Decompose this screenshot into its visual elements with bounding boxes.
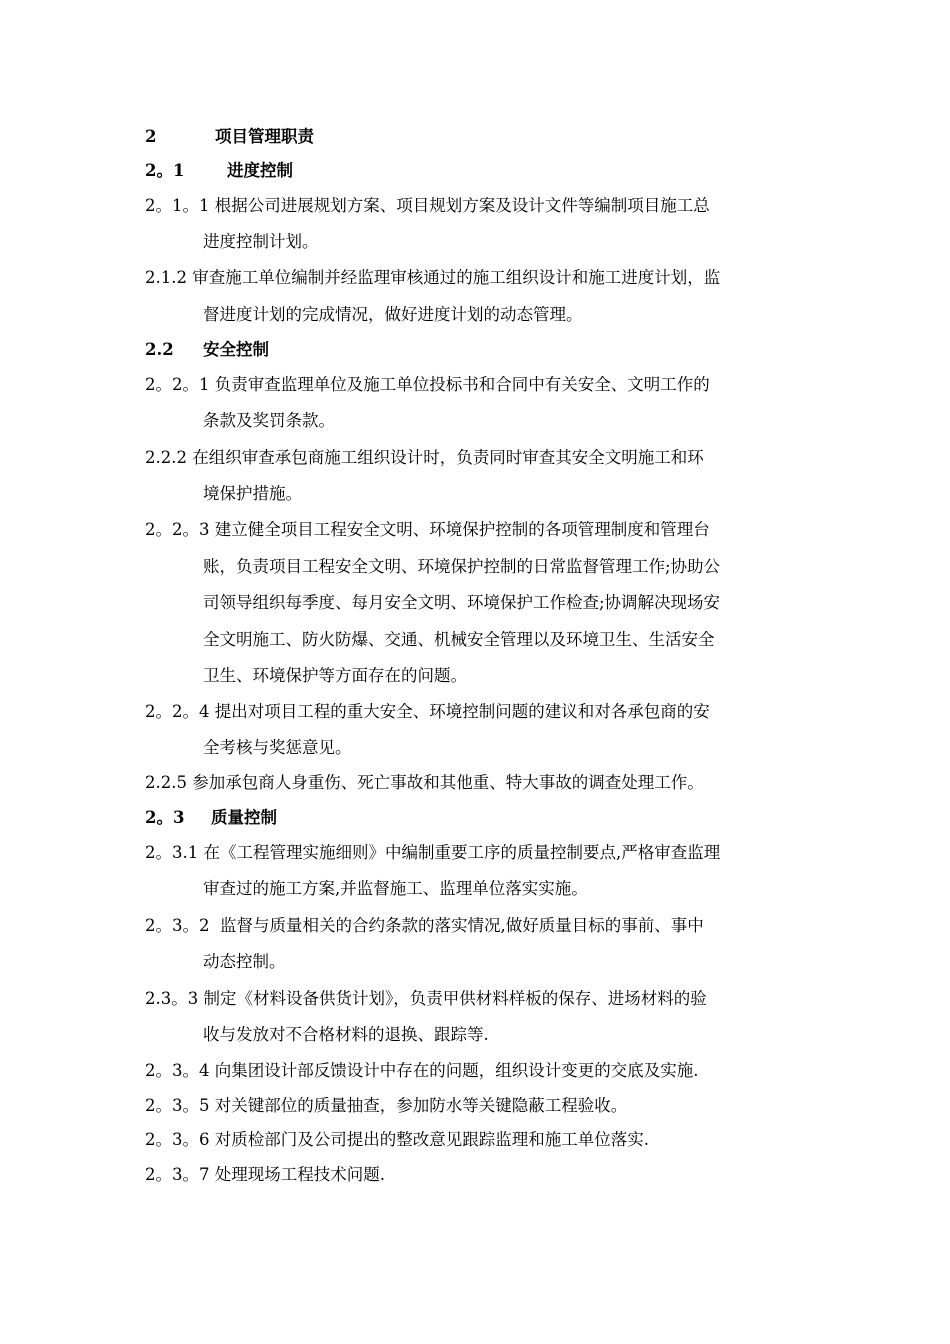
subsection-title: 质量控制 <box>211 808 277 827</box>
subsection-title: 安全控制 <box>203 340 269 359</box>
section-title: 项目管理职责 <box>215 127 314 146</box>
item-number: 2。2。1 <box>145 375 210 394</box>
list-item <box>145 1095 627 1117</box>
subsection-heading-safety <box>145 339 269 361</box>
list-item <box>145 195 710 217</box>
item-number: 2.2.5 <box>145 773 187 792</box>
list-item <box>145 519 710 541</box>
item-text: 对关键部位的质量抽查，参加防水等关键隐蔽工程验收。 <box>214 1096 628 1115</box>
item-number: 2.2.2 <box>145 448 187 467</box>
item-text: 制定《材料设备供货计划》，负责甲供材料样板的保存、进场材料的验 <box>203 989 707 1008</box>
item-text: 在组织审查承包商施工组织设计时，负责同时审查其安全文明施工和环 <box>192 448 704 467</box>
item-text-continuation: 全考核与奖惩意见。 <box>203 738 352 757</box>
item-text: 建立健全项目工程安全文明、环境保护控制的各项管理制度和管理台 <box>214 520 710 539</box>
list-item <box>145 447 704 469</box>
list-item <box>145 842 720 864</box>
section-number: 2 <box>145 127 157 146</box>
subsection-title: 进度控制 <box>227 161 293 180</box>
section-heading <box>145 126 314 148</box>
subsection-number: 2。3 <box>145 808 185 827</box>
list-item <box>145 1129 649 1151</box>
item-text: 在《工程管理实施细则》中编制重要工序的质量控制要点,严格审查监理 <box>203 843 721 862</box>
list-item <box>145 772 704 794</box>
item-text: 监督与质量相关的合约条款的落实情况,做好质量目标的事前、事中 <box>214 916 704 935</box>
item-text-continuation: 司领导组织每季度、每月安全文明、环境保护工作检查;协调解决现场安 <box>203 593 721 612</box>
list-item <box>145 1164 385 1186</box>
list-item <box>145 1060 699 1082</box>
item-text: 对质检部门及公司提出的整改意见跟踪监理和施工单位落实. <box>214 1130 649 1149</box>
item-text-continuation: 全文明施工、防火防爆、交通、机械安全管理以及环境卫生、生活安全 <box>203 630 715 649</box>
item-text: 参加承包商人身重伤、死亡事故和其他重、特大事故的调查处理工作。 <box>192 773 704 792</box>
item-text: 提出对项目工程的重大安全、环境控制问题的建议和对各承包商的安 <box>214 702 710 721</box>
list-item <box>145 374 710 396</box>
item-number: 2.1.2 <box>145 268 187 287</box>
subsection-heading-quality <box>145 807 277 829</box>
item-text-continuation: 审查过的施工方案,并监督施工、监理单位落实实施。 <box>203 879 588 898</box>
item-number: 2。2。3 <box>145 520 210 539</box>
list-item <box>145 267 720 289</box>
item-number: 2。3。6 <box>145 1130 210 1149</box>
item-text-continuation: 条款及奖罚条款。 <box>203 411 335 430</box>
item-text-continuation: 收与发放对不合格材料的退换、跟踪等. <box>203 1025 489 1044</box>
item-text: 根据公司进展规划方案、项目规划方案及设计文件等编制项目施工总 <box>214 196 710 215</box>
item-text-continuation: 动态控制。 <box>203 952 286 971</box>
item-number: 2。3。4 <box>145 1061 210 1080</box>
item-number: 2。2。4 <box>145 702 210 721</box>
item-text-continuation: 境保护措施。 <box>203 484 302 503</box>
item-text-continuation: 卫生、环境保护等方面存在的问题。 <box>203 666 467 685</box>
item-text-continuation: 督进度计划的完成情况，做好进度计划的动态管理。 <box>203 305 583 324</box>
subsection-heading-schedule <box>145 160 293 182</box>
list-item <box>145 915 704 937</box>
item-number: 2。3。5 <box>145 1096 210 1115</box>
item-number: 2。3.1 <box>145 843 199 862</box>
subsection-number: 2.2 <box>145 340 174 359</box>
item-number: 2。1。1 <box>145 196 210 215</box>
item-number: 2。3。2 <box>145 916 210 935</box>
item-number: 2.3。3 <box>145 989 199 1008</box>
list-item <box>145 701 710 723</box>
subsection-number: 2。1 <box>145 161 185 180</box>
item-text-continuation: 进度控制计划。 <box>203 232 319 251</box>
item-number: 2。3。7 <box>145 1165 210 1184</box>
item-text-continuation: 账，负责项目工程安全文明、环境保护控制的日常监督管理工作;协助公 <box>203 557 721 576</box>
item-text: 处理现场工程技术问题. <box>214 1165 385 1184</box>
item-text: 负责审查监理单位及施工单位投标书和合同中有关安全、文明工作的 <box>214 375 710 394</box>
item-text: 审查施工单位编制并经监理审核通过的施工组织设计和施工进度计划，监 <box>192 268 721 287</box>
list-item <box>145 988 707 1010</box>
item-text: 向集团设计部反馈设计中存在的问题，组织设计变更的交底及实施. <box>214 1061 699 1080</box>
